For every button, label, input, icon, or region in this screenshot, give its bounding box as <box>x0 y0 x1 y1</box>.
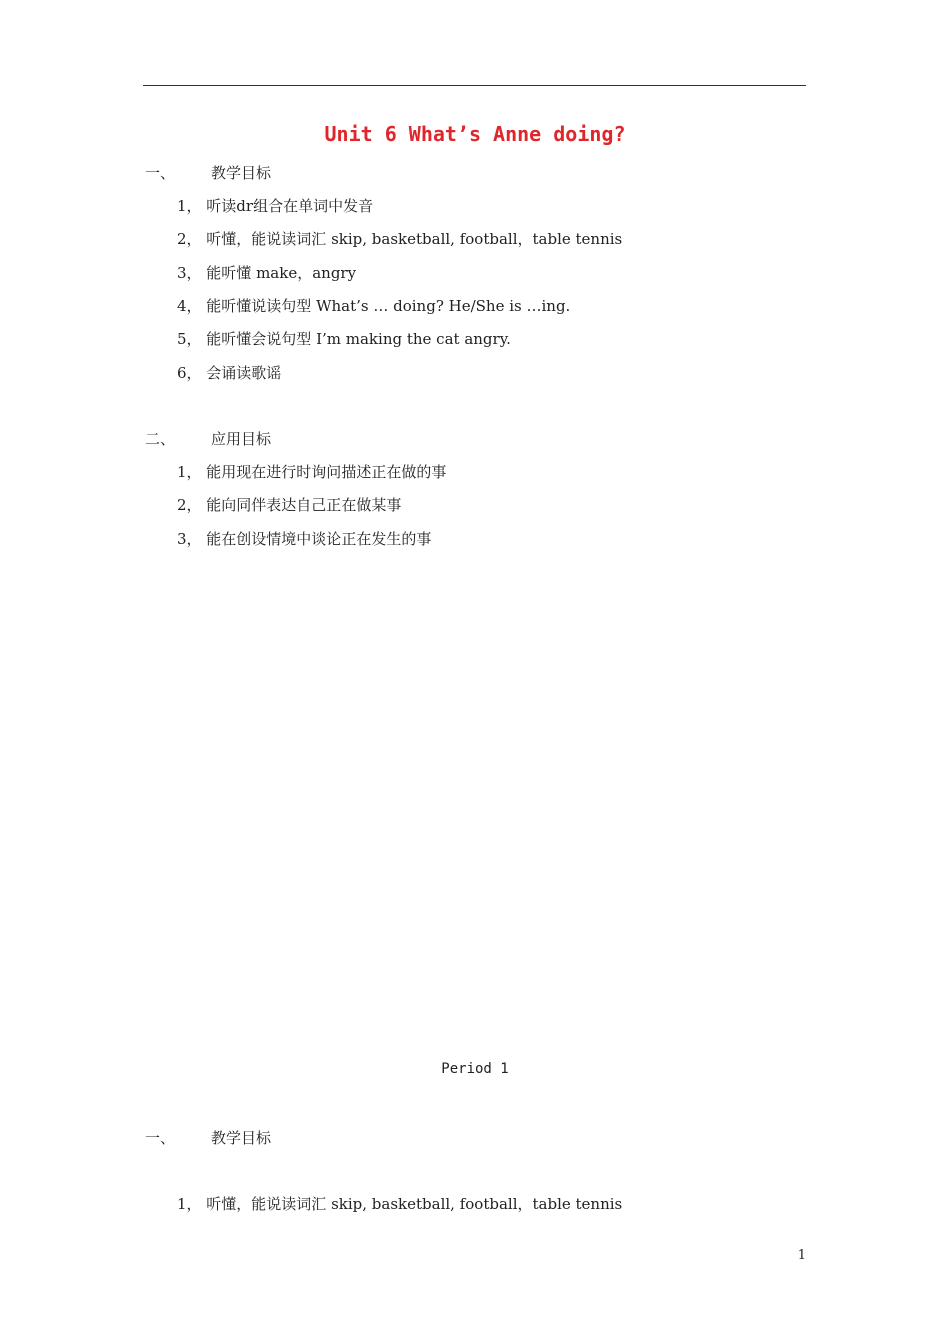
section3-number: 一、 <box>145 1129 176 1147</box>
section1-number: 一、 <box>145 164 176 182</box>
section1-item-6: 6， 会诵读歌谣 <box>177 364 282 382</box>
section2-heading: 应用目标 <box>211 430 272 448</box>
section1-heading: 教学目标 <box>211 164 272 182</box>
period-heading: Period 1 <box>441 1061 509 1077</box>
page-number: 1 <box>797 1248 806 1263</box>
section2-item-1: 1， 能用现在进行时询问描述正在做的事 <box>177 463 447 481</box>
section2-item-3: 3， 能在创设情境中谈论正在发生的事 <box>177 530 432 548</box>
section1-item-5: 5， 能听懂会说句型 I’m making the cat angry. <box>177 330 511 348</box>
section1-item-4: 4， 能听懂说读句型 What’s … doing? He/She is …ing. <box>177 297 571 315</box>
section2-number: 二、 <box>145 430 176 448</box>
section3-item-1: 1， 听懂，能说读词汇 skip, basketball, football，table tennis <box>177 1195 623 1213</box>
section3-heading: 教学目标 <box>211 1129 272 1147</box>
section1-item-3: 3， 能听懂 make，angry <box>177 264 357 282</box>
section1-item-2: 2， 听懂，能说读词汇 skip, basketball, football，table tennis <box>177 230 623 248</box>
section2-item-2: 2， 能向同伴表达自己正在做某事 <box>177 496 402 514</box>
document-title: Unit 6 What’s Anne doing? <box>324 122 626 146</box>
section1-item-1: 1， 听读dr组合在单词中发音 <box>177 197 374 215</box>
header-rule <box>143 85 806 86</box>
